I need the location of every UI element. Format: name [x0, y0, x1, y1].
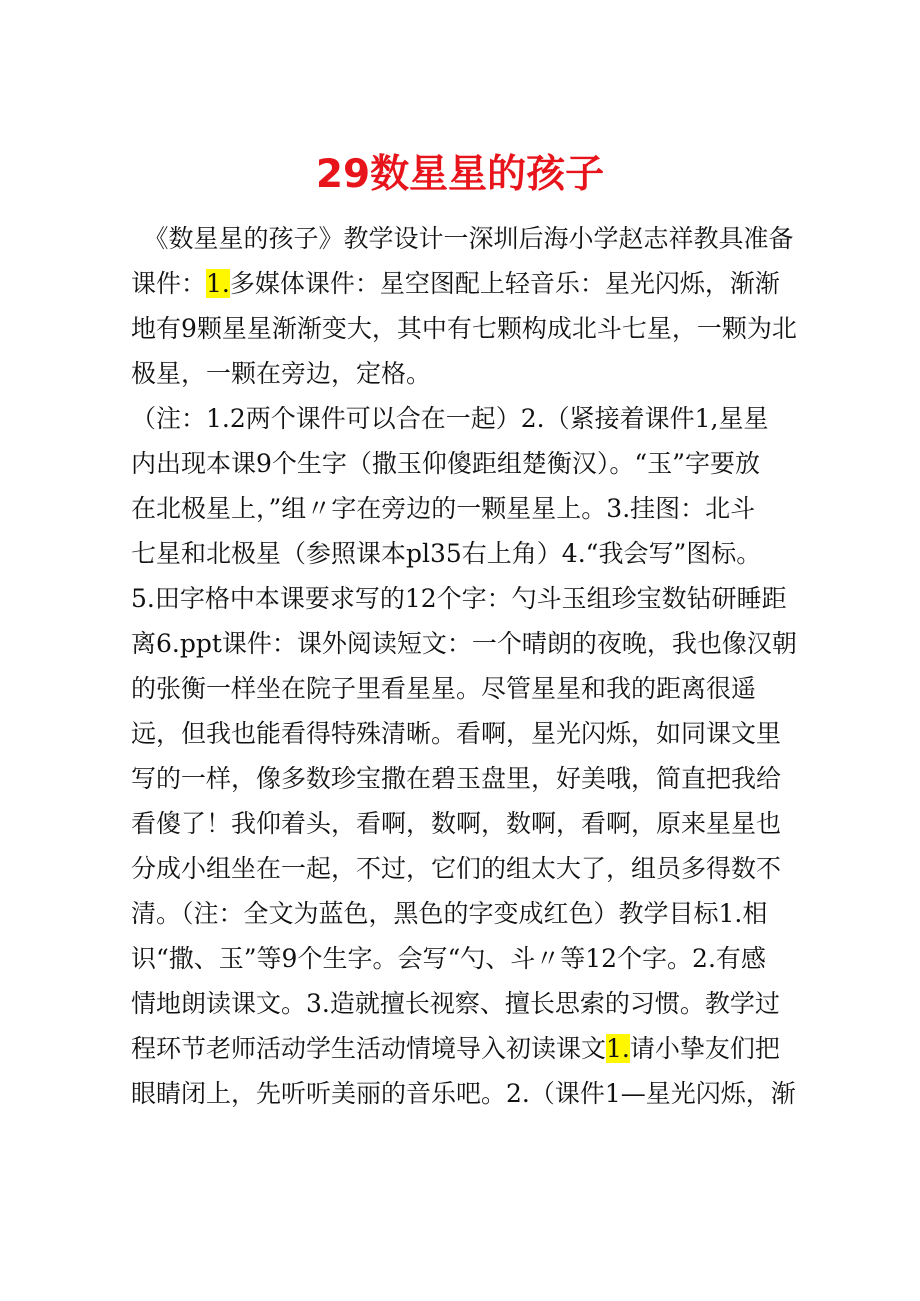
body-line-14: 看傻了！我仰着头，看啊，数啊，数啊，看啊，原来星星也 [131, 809, 782, 838]
body-line-3: 地有9颗星星渐渐变大，其中有七颗构成北斗七星，一颗为北 [131, 314, 797, 343]
body-line-11: 的张衡一样坐在院子里看星星。尽管星星和我的距离很遥 [131, 674, 757, 703]
body-line-5: （注：1.2两个课件可以合在一起）2.（紧接着课件1,星星 [131, 404, 769, 433]
highlight-mark: 1. [606, 1034, 630, 1063]
body-line-20: 眼睛闭上，先听听美丽的音乐吧。2.（课件1—星光闪烁，渐 [131, 1079, 796, 1108]
body-line-16: 清。（注：全文为蓝色，黑色的字变成红色）教学目标1.相 [131, 899, 768, 928]
body-line-7: 在北极星上，”组〃字在旁边的一颗星星上。3.挂图：北斗 [131, 494, 756, 523]
body-line-17: 识“撒、玉”等9个生字。会写“勺、斗〃等12个字。2.有感 [131, 944, 766, 973]
body-line-1: 《数星星的孩子》教学设计一深圳后海小学赵志祥教具准备 [131, 224, 794, 253]
body-line-8: 七星和北极星（参照课本pl35右上角）4.“我会写”图标。 [131, 539, 762, 568]
highlight-mark: 1. [206, 269, 230, 298]
body-line-19-prefix: 程环节老师活动学生活动情境导入初读课文 [131, 1034, 607, 1063]
body-line-4: 极星，一颗在旁边，定格。 [131, 359, 432, 388]
document-title: 29数星星的孩子 [315, 152, 605, 197]
body-line-15: 分成小组坐在一起，不过，它们的组太大了，组员多得数不 [131, 854, 782, 883]
body-line-10: 离6.ppt课件：课外阅读短文：一个晴朗的夜晚，我也像汉朝 [131, 629, 797, 658]
body-line-2 [131, 261, 791, 306]
document-body [131, 216, 797, 1116]
body-line-13: 写的一样，像多数珍宝撒在碧玉盘里，好美哦，简直把我给 [131, 764, 782, 793]
body-line-2-prefix: 课件： [131, 269, 207, 298]
body-line-19 [131, 1026, 791, 1071]
body-line-2-rest: 多媒体课件：星空图配上轻音乐：星光闪烁，渐渐 [229, 269, 780, 298]
body-line-6: 内出现本课9个生字（撒玉仰傻距组楚衡汉）。“玉”字要放 [131, 449, 760, 478]
body-line-19-rest: 请小挚友们把 [629, 1034, 780, 1063]
body-line-9: 5.田字格中本课要求写的12个字：勺斗玉组珍宝数钻研睡距 [131, 584, 787, 613]
body-line-18: 情地朗读课文。3.造就擅长视察、擅长思索的习惯。教学过 [131, 989, 780, 1018]
body-line-12: 远，但我也能看得特殊清晰。看啊，星光闪烁，如同课文里 [131, 719, 782, 748]
